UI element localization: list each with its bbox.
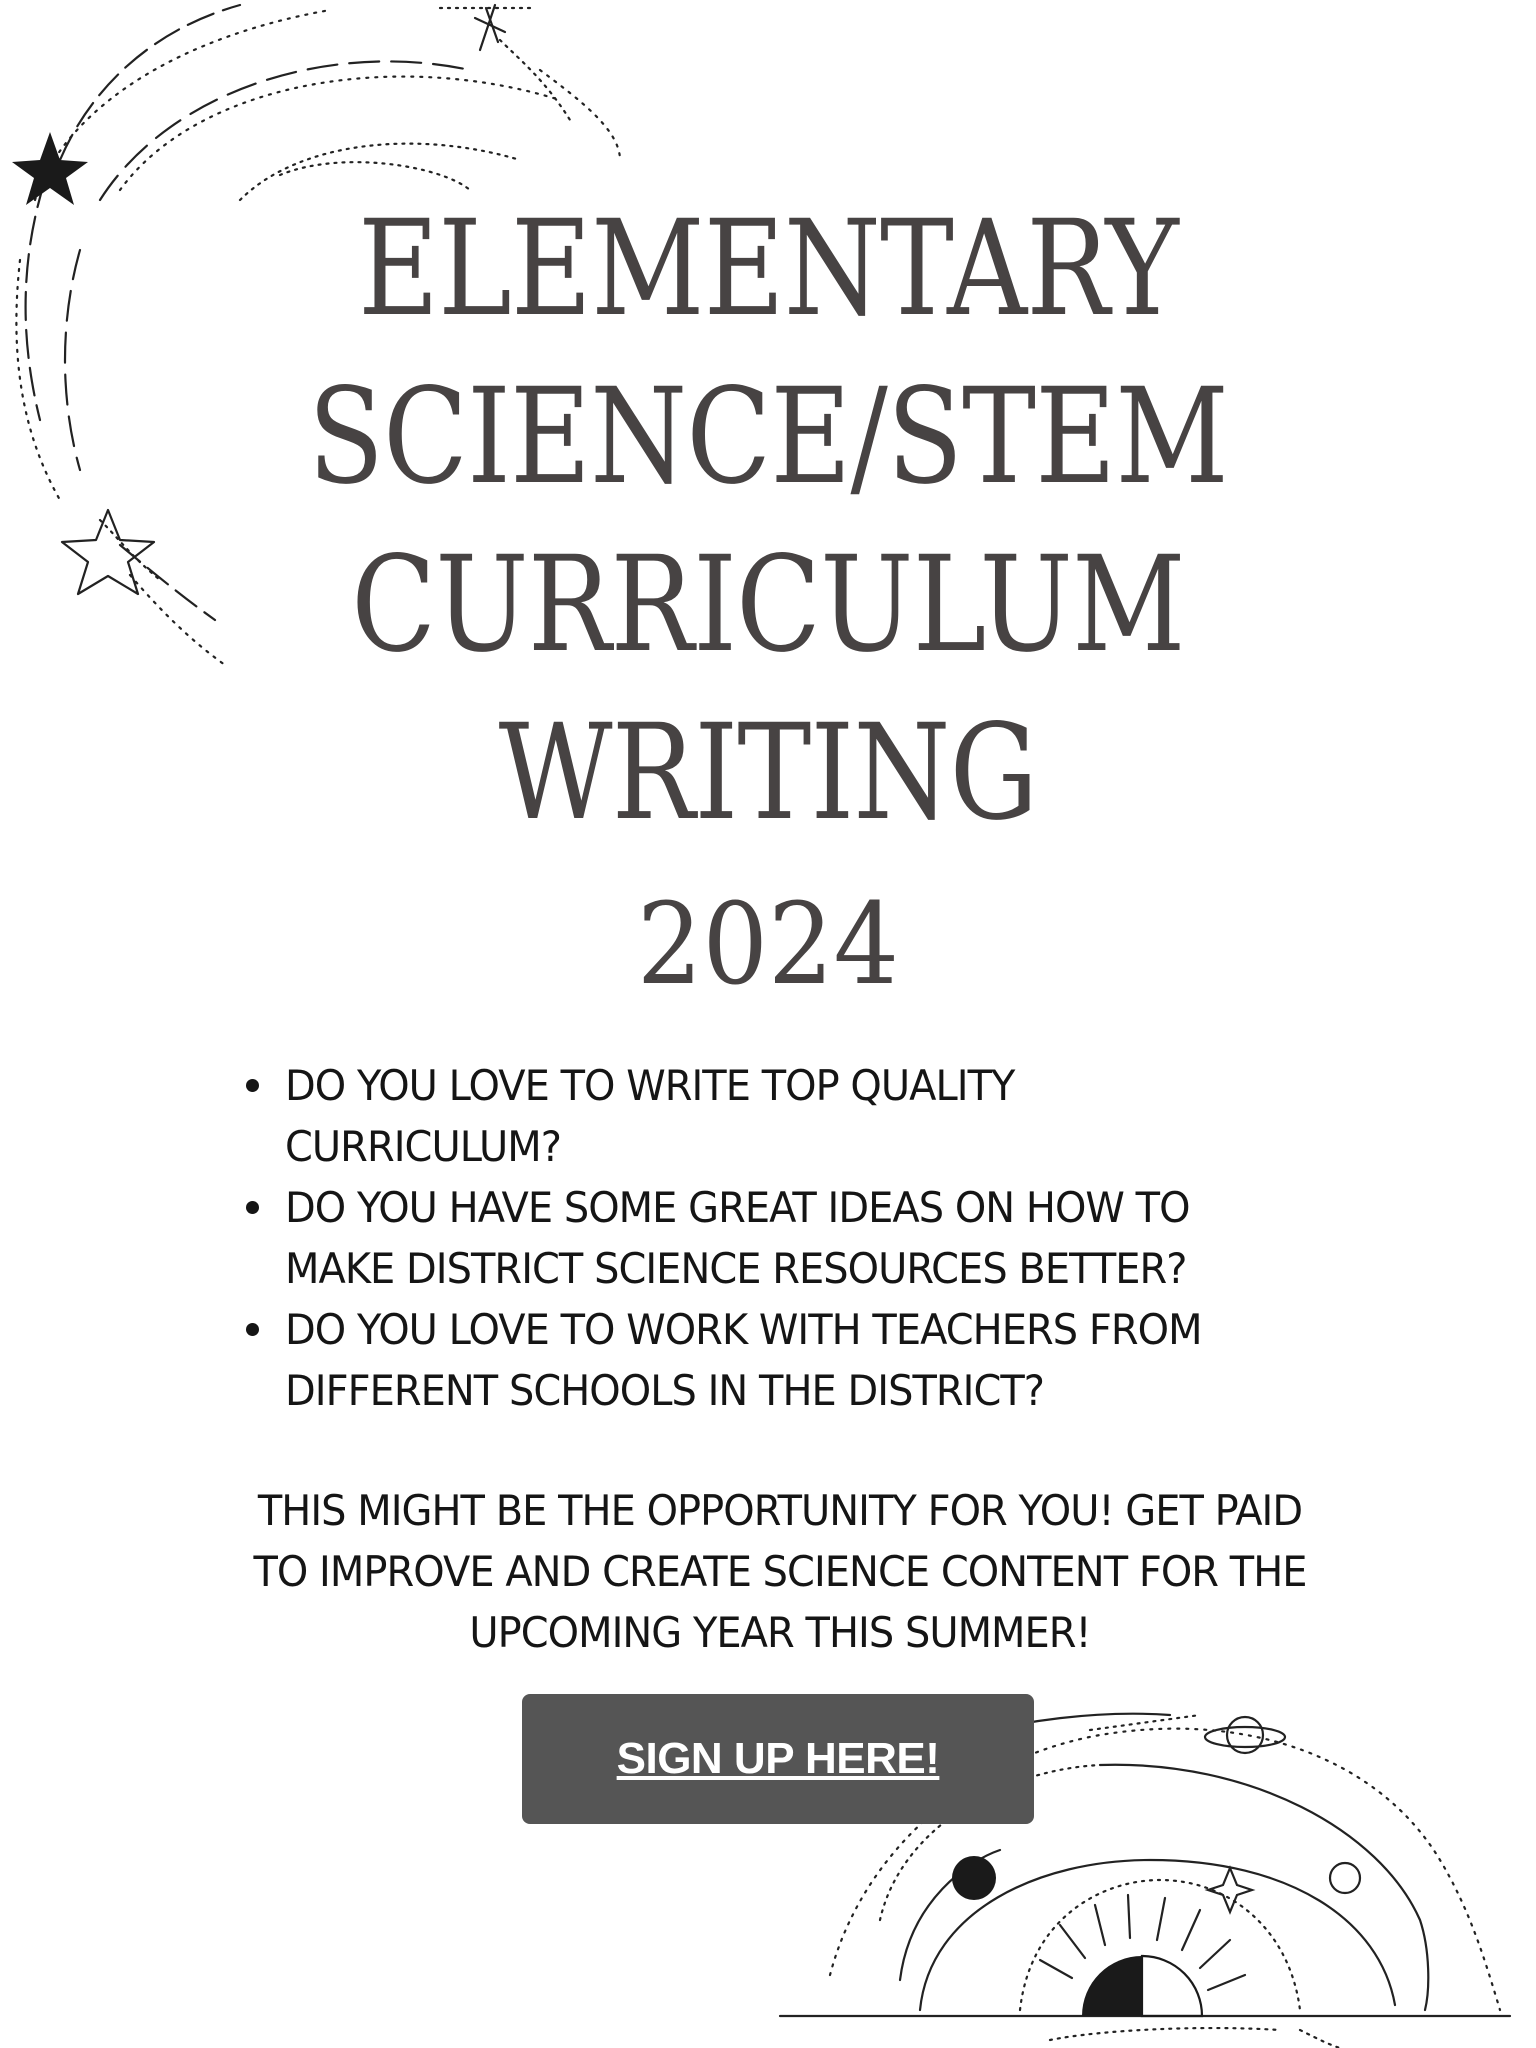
bullet-icon bbox=[246, 1201, 259, 1214]
title-line: SCIENCE/STEM bbox=[307, 360, 1229, 514]
list-item-text: DO YOU HAVE SOME GREAT IDEAS ON HOW TO MAKE DISTRICT SCIENCE RESOURCES BETTER? bbox=[285, 1183, 1190, 1293]
list-item-text: DO YOU LOVE TO WRITE TOP QUALITY CURRICULUM? bbox=[285, 1061, 1015, 1171]
list-item bbox=[285, 1055, 1345, 1177]
year-label: 2024 bbox=[636, 880, 900, 1010]
title-line: WRITING bbox=[498, 696, 1038, 850]
pitch-text: THIS MIGHT BE THE OPPORTUNITY FOR YOU! GET PAID TO IMPROVE AND CREATE SCIENCE CONTENT FOR THE UPCOMING YEAR THIS SUMMER! bbox=[253, 1486, 1307, 1657]
list-item-text: DO YOU LOVE TO WORK WITH TEACHERS FROM DIFFERENT SCHOOLS IN THE DISTRICT? bbox=[285, 1305, 1202, 1415]
title-line: CURRICULUM bbox=[351, 528, 1185, 682]
question-list bbox=[285, 1055, 1345, 1421]
sign-up-button-label[interactable]: SIGN UP HERE! bbox=[616, 1734, 940, 1783]
sign-up-button[interactable] bbox=[522, 1694, 1034, 1824]
list-item bbox=[285, 1177, 1345, 1299]
bullet-icon bbox=[246, 1323, 259, 1336]
list-item bbox=[285, 1299, 1345, 1421]
title-line: ELEMENTARY bbox=[358, 192, 1178, 346]
bullet-icon bbox=[246, 1079, 259, 1092]
poster-title bbox=[123, 185, 1413, 857]
